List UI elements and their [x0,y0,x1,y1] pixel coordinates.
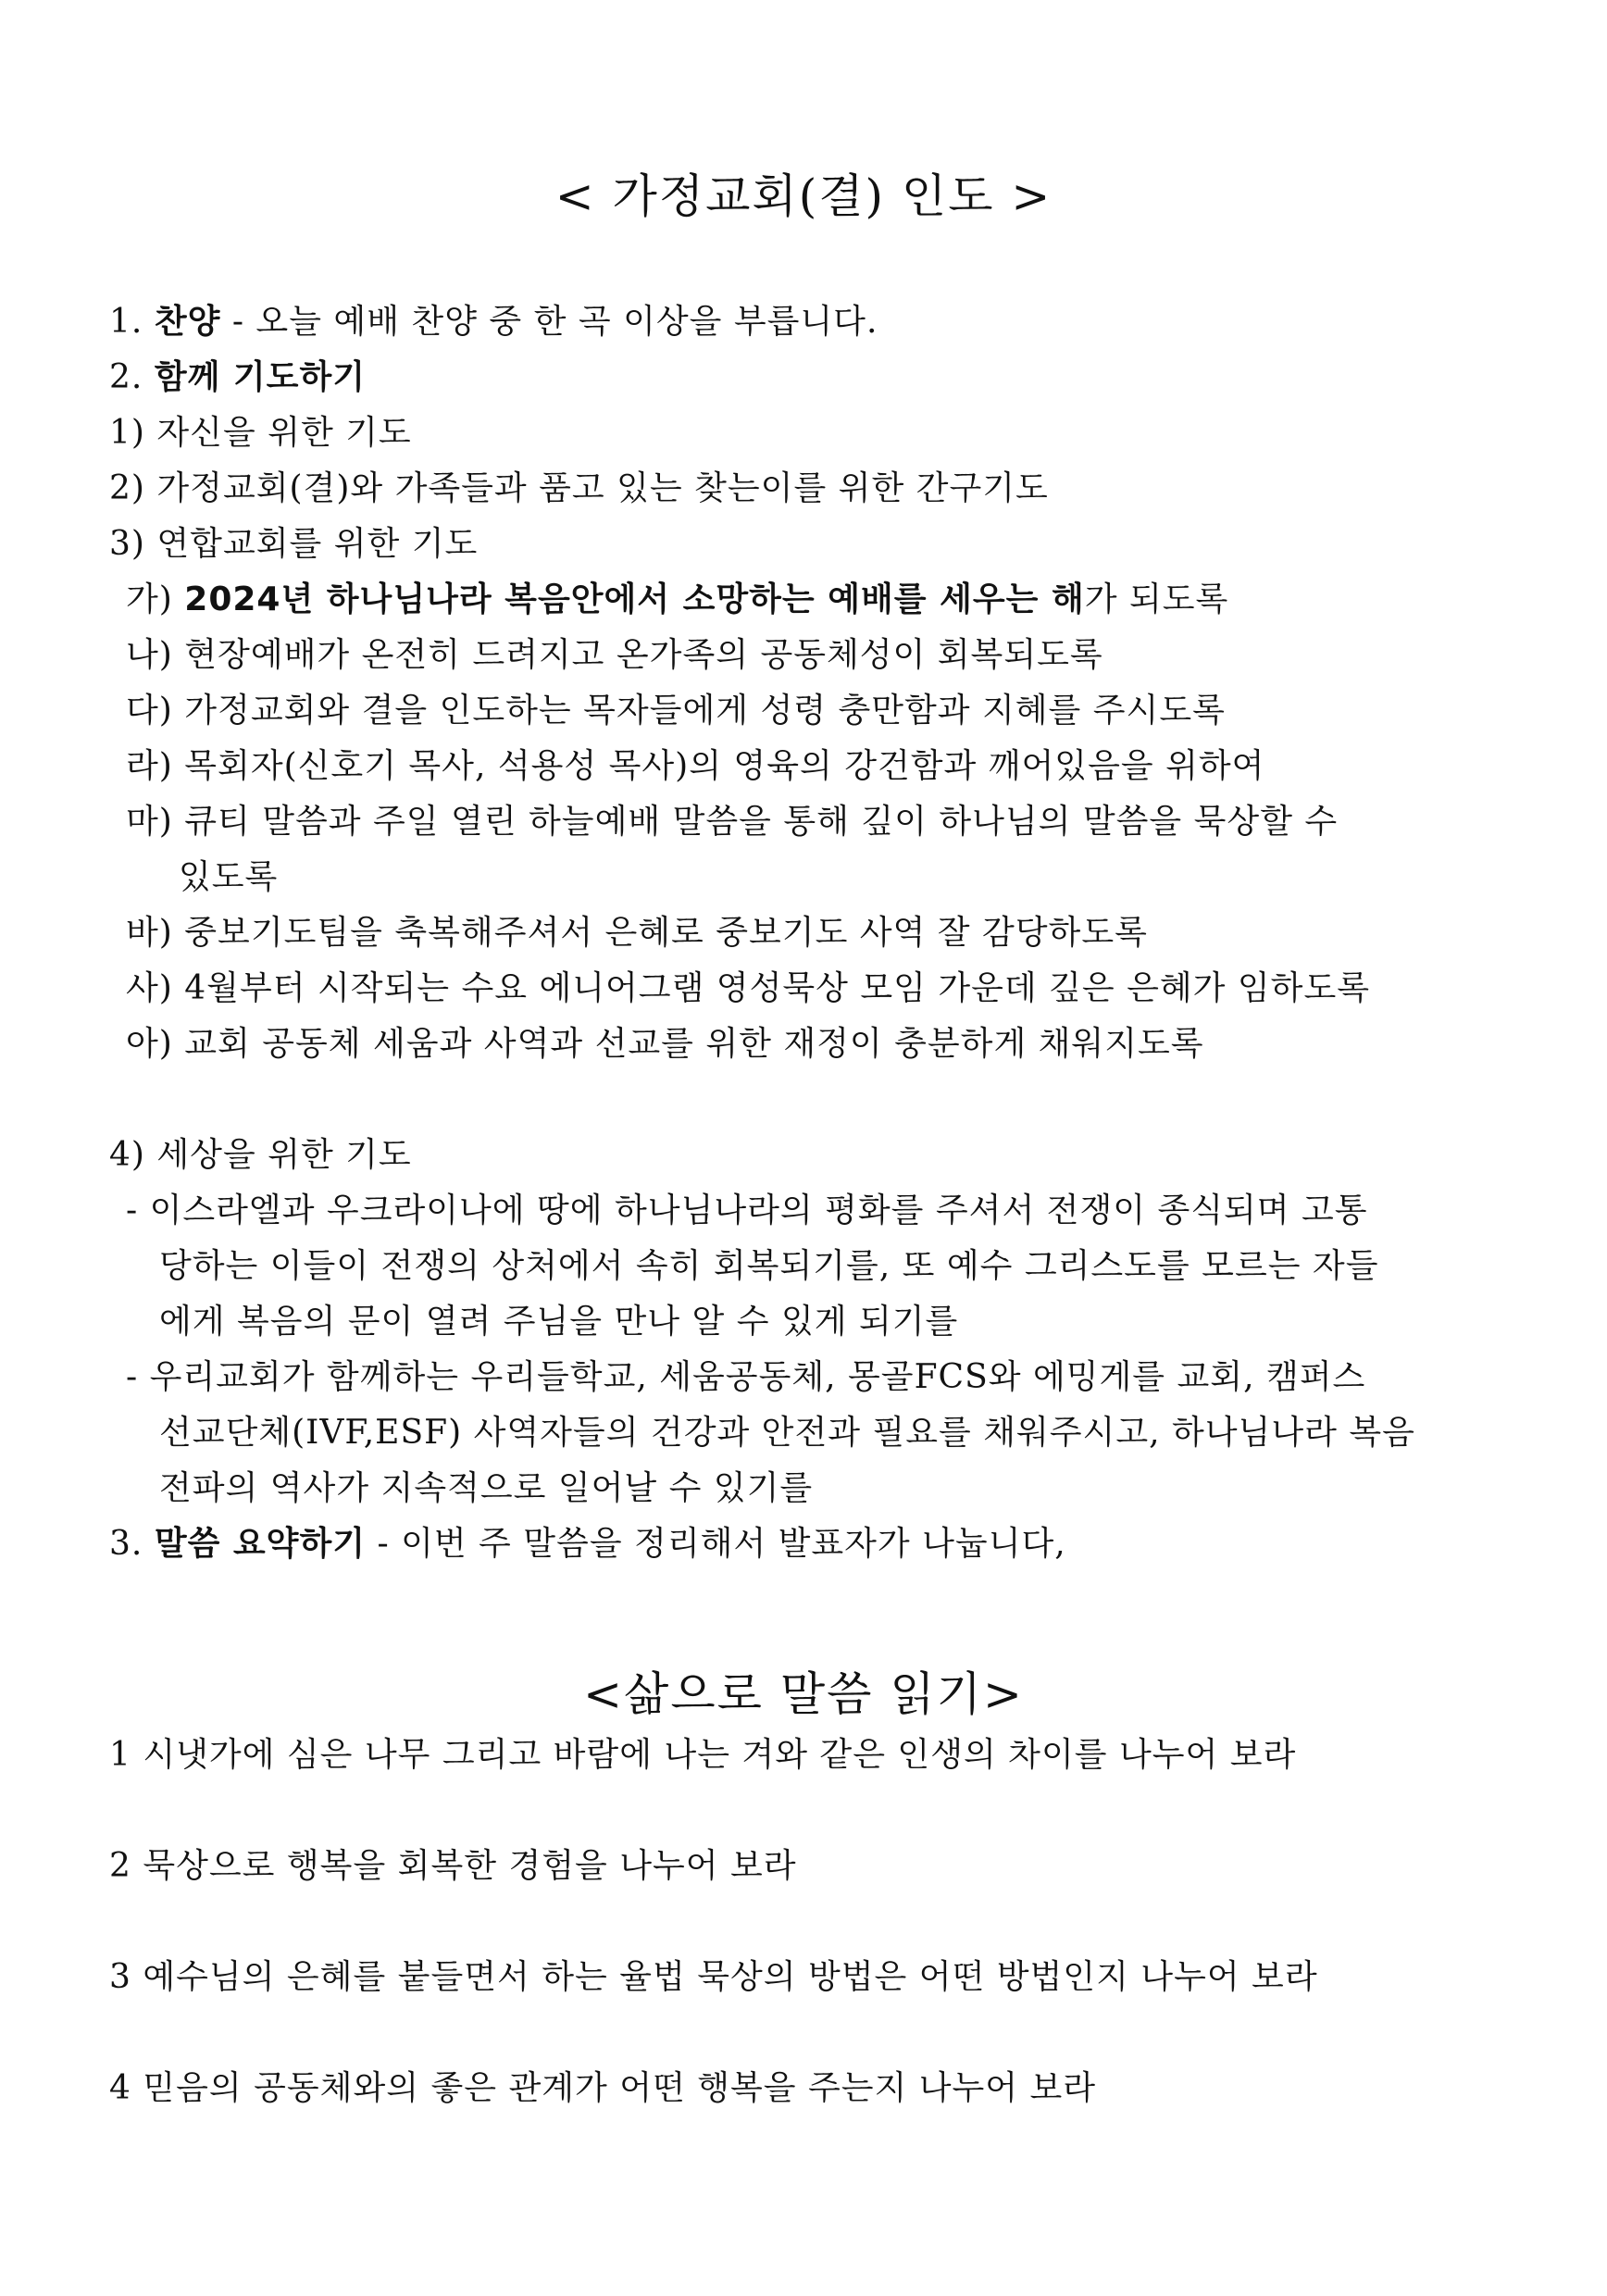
item-prayer [109,357,366,398]
world-prayer-1-line3: 에게 복음의 문이 열려 주님을 만나 알 수 있게 되기를 [159,1303,959,1341]
item-sermon-summary [109,1524,1066,1565]
item-description: - 오늘 예배 찬양 중 한 곡 이상을 부릅니다. [220,303,878,341]
question-2: 2 묵상으로 행복을 회복한 경험을 나누어 보라 [109,1847,797,1885]
item-praise [109,302,878,343]
item-number: 3. [109,1525,143,1563]
church-prayer-ba: 바) 중보기도팀을 축복해주셔서 은혜로 중보기도 사역 잘 감당하도록 [126,914,1148,952]
world-prayer-1-line1: - 이스라엘과 우크라이나에 땅에 하나님나라의 평화를 주셔서 전쟁이 종식되며 고통 [126,1192,1368,1229]
prayer-family: 2) 가정교회(결)와 가족들과 품고 있는 찾는이를 위한 간구기도 [109,469,1049,507]
church-prayer-ma-cont: 있도록 [179,858,279,896]
church-prayer-sa: 사) 4월부터 시작되는 수요 에니어그램 영성묵상 모임 가운데 깊은 은혜가 임하도록 [126,969,1370,1007]
world-prayer-2-line1: - 우리교회가 함께하는 우리들학교, 세움공동체, 몽골FCS와 에밍게를 교회, 캠퍼스 [126,1358,1366,1396]
question-3: 3 예수님의 은혜를 붙들면서 하는 율법 묵상의 방법은 어떤 방법인지 나누어 보라 [109,1958,1318,1996]
question-1: 1 시냇가에 심은 나무 그리고 바람에 나는 겨와 같은 인생의 차이를 나누어 보라 [109,1736,1297,1774]
church-prayer-ma: 마) 큐티 말씀과 주일 열린 하늘예배 말씀을 통해 깊이 하나님의 말씀을 묵상할 수 [126,803,1339,841]
item-heading: 찬양 [154,303,221,341]
section-title-house-church: < 가정교회(결) 인도 > [554,169,1053,223]
church-prayer-da: 다) 가정교회와 결을 인도하는 목자들에게 성령 충만함과 지혜를 주시도록 [126,692,1226,730]
question-4: 4 믿음의 공동체와의 좋은 관계가 어떤 행복을 주는지 나누어 보라 [109,2069,1097,2107]
item-heading: 말씀 요약하기 [154,1525,367,1563]
section-title-life-reading: <삶으로 말씀 읽기> [583,1667,1024,1721]
item-description: - 이번 주 말씀을 정리해서 발표자가 나눕니다, [366,1525,1066,1563]
item-number: 1. [109,303,143,341]
church-prayer-aa: 아) 교회 공동체 세움과 사역과 선교를 위한 재정이 충분하게 채워지도록 [126,1025,1204,1063]
church-prayer-na: 나) 현장예배가 온전히 드려지고 온가족의 공동체성이 회복되도록 [126,636,1103,674]
world-prayer-1-line2: 당하는 이들이 전쟁의 상처에서 속히 회복되기를, 또 예수 그리스도를 모르는 자들 [159,1247,1379,1285]
prayer-world: 4) 세상을 위한 기도 [109,1136,412,1174]
world-prayer-2-line3: 전파의 역사가 지속적으로 일어날 수 있기를 [159,1469,814,1507]
world-prayer-2-line2: 선교단체(IVF,ESF) 사역자들의 건강과 안전과 필요를 채워주시고, 하나님나라 복음 [159,1414,1415,1452]
item-heading: 함께 기도하기 [154,358,367,396]
prayer-self: 1) 자신을 위한 기도 [109,414,412,452]
church-prayer-ga: 가) 2024년 하나님나라 복음안에서 소망하는 예배를 세우는 해가 되도록 [126,580,1229,618]
church-prayer-ra: 라) 목회자(신호기 목사, 석용성 목사)의 영육의 강건함과 깨어있음을 위하여 [126,747,1265,785]
prayer-church: 3) 연합교회를 위한 기도 [109,525,479,563]
item-number: 2. [109,358,143,396]
